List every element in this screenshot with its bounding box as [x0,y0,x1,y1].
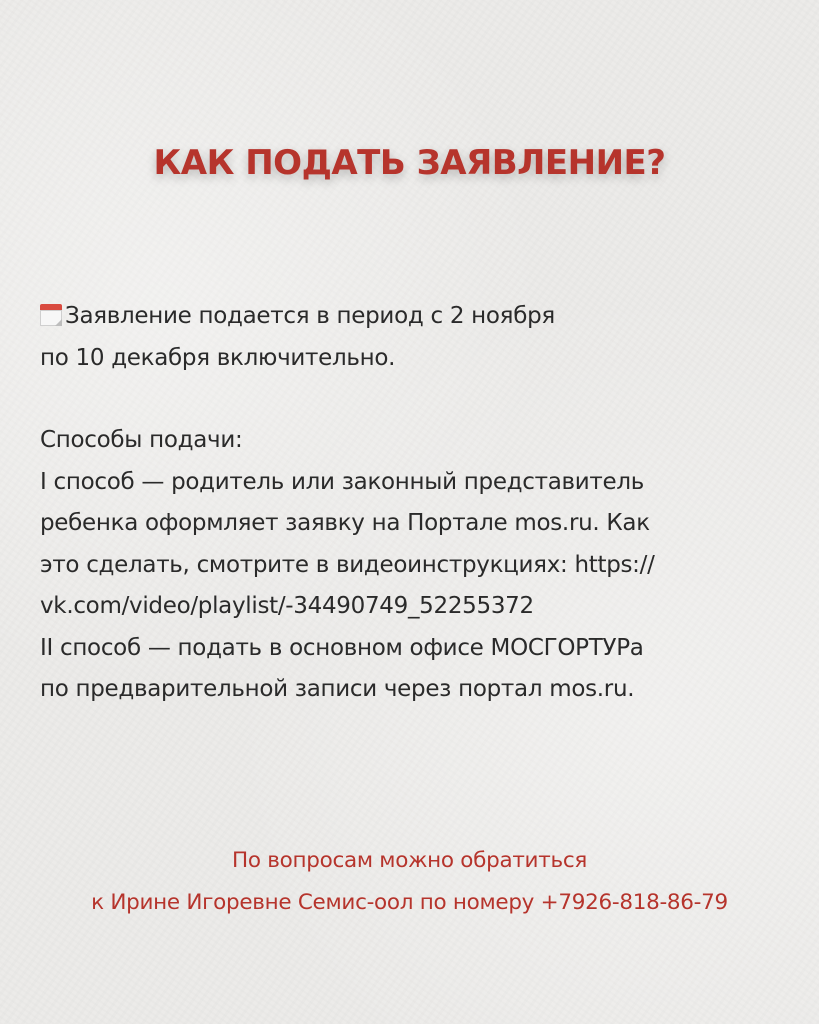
method-line: vk.com/video/playlist/-34490749_52255372 [40,593,534,619]
method-line: по предварительной записи через портал mos.ru. [40,676,635,702]
method-line: I способ — родитель или законный представитель [40,468,645,495]
method-line: это сделать, смотрите в видеоинструкциях: https:// [40,551,655,578]
spacer [40,379,780,420]
content-block [40,296,780,711]
period-line-1 [40,296,780,338]
calendar-icon [40,304,62,326]
contact-block [0,840,819,924]
contact-line-2: к Ирине Игоревне Семис-оол по номеру +7926-818-86-79 [91,890,728,915]
page-title: КАК ПОДАТЬ ЗАЯВЛЕНИЕ? [153,143,666,183]
method-line: II способ — подать в основном офисе МОСГОРТУРа [40,634,644,661]
method-line: ребенка оформляет заявку на Портале mos.ru. Как [40,510,650,536]
contact-line-1: По вопросам можно обратиться [232,848,587,873]
methods-heading: Способы подачи: [40,427,243,453]
period-line-2: по 10 декабря включительно. [40,344,396,371]
period-text-1: Заявление подается в период с 2 ноября [65,303,555,329]
